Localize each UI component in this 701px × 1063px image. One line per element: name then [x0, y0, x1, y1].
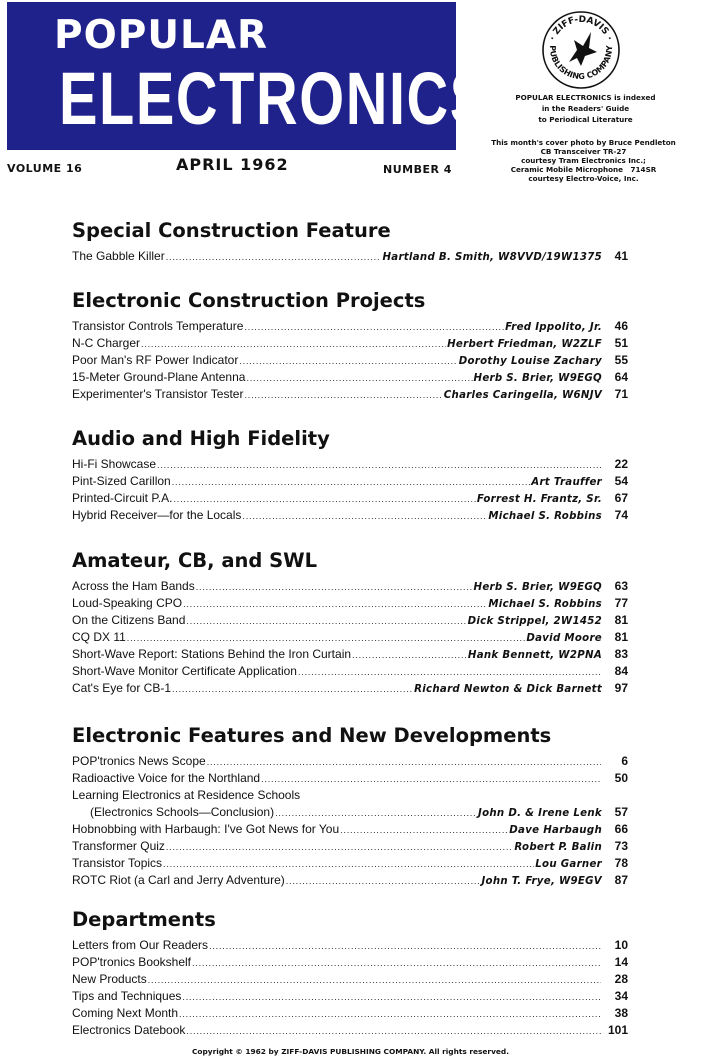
entry-title: POP'tronics Bookshelf — [72, 955, 192, 969]
toc-entry[interactable] — [72, 369, 628, 386]
entry-title: The Gabble Killer — [72, 249, 165, 263]
dot-leader — [192, 955, 601, 972]
section-heading: Audio and High Fidelity — [72, 427, 330, 450]
entry-list — [72, 456, 628, 524]
entry-page-number: 66 — [614, 822, 628, 836]
toc-section — [72, 724, 628, 889]
seal-bottom-text: PUBLISHING COMPANY — [547, 45, 615, 82]
cover-credit-line: Ceramic Mobile Microphone 714SR — [510, 165, 657, 174]
toc-entry[interactable] — [72, 318, 628, 335]
dot-leader — [166, 249, 382, 266]
section-heading: Amateur, CB, and SWL — [72, 549, 318, 572]
entry-title: Hi-Fi Showcase — [72, 457, 157, 471]
dot-leader — [244, 387, 442, 404]
entry-page-number: 84 — [614, 664, 628, 678]
section-heading: Electronic Features and New Developments — [72, 724, 552, 747]
toc-entry[interactable] — [72, 855, 628, 872]
dot-leader — [163, 856, 534, 873]
entry-page-number: 74 — [614, 508, 628, 522]
toc-entry[interactable] — [72, 1005, 628, 1022]
entry-title: New Products — [72, 972, 147, 986]
dot-leader — [352, 647, 467, 664]
dot-leader — [239, 353, 457, 370]
toc-entry[interactable] — [72, 838, 628, 855]
entry-title: Tips and Techniques — [72, 989, 182, 1003]
entry-title: Across the Ham Bands — [72, 579, 195, 593]
entry-page-number: 71 — [614, 387, 628, 401]
entry-title: (Electronics Schools—Conclusion) — [90, 805, 275, 819]
toc-entry[interactable] — [72, 335, 628, 352]
toc-entry[interactable] — [72, 646, 628, 663]
toc-entry[interactable] — [72, 578, 628, 595]
toc-section — [72, 427, 628, 524]
dot-leader — [173, 491, 475, 508]
entry-author: Dorothy Louise Zachary — [458, 356, 602, 367]
entry-author: Art Trauffer — [531, 477, 602, 488]
entry-page-number: 101 — [607, 1023, 628, 1037]
indexed-notice — [470, 92, 701, 125]
entry-page-number: 97 — [614, 681, 628, 695]
toc-entry[interactable] — [72, 680, 628, 697]
dot-leader — [207, 754, 601, 771]
cover-credit-line: courtesy Tram Electronics Inc.; — [521, 156, 646, 165]
ziff-davis-seal-icon — [541, 10, 621, 90]
entry-page-number: 10 — [614, 938, 628, 952]
dot-leader — [157, 457, 601, 474]
toc-entry[interactable] — [72, 456, 628, 473]
magazine-title-popular: POPULAR — [54, 13, 269, 58]
dot-leader — [242, 508, 487, 525]
issue-volume: VOLUME 16 — [7, 162, 83, 175]
entry-title: Hobnobbing with Harbaugh: I've Got News for You — [72, 822, 340, 836]
entry-title: POP'tronics News Scope — [72, 754, 206, 768]
entry-page-number: 63 — [614, 579, 628, 593]
entry-page-number: 77 — [614, 596, 628, 610]
dot-leader — [183, 596, 487, 613]
entry-title: Letters from Our Readers — [72, 938, 209, 952]
entry-page-number: 28 — [614, 972, 628, 986]
dot-leader — [179, 1006, 601, 1023]
toc-entry[interactable] — [72, 507, 628, 524]
toc-entry[interactable] — [72, 1022, 628, 1039]
entry-title: Loud-Speaking CPO — [72, 596, 183, 610]
entry-author: Hartland B. Smith, W8VVD/19W1375 — [382, 252, 602, 263]
entry-page-number: 57 — [614, 805, 628, 819]
toc-entry[interactable] — [72, 971, 628, 988]
entry-list — [72, 248, 628, 265]
entry-page-number: 81 — [614, 613, 628, 627]
dot-leader — [286, 873, 481, 890]
entry-page-number: 50 — [614, 771, 628, 785]
entry-title: N-C Charger — [72, 336, 141, 350]
entry-page-number: 14 — [614, 955, 628, 969]
dot-leader — [148, 972, 601, 989]
entry-page-number: 67 — [614, 491, 628, 505]
toc-entry[interactable] — [72, 248, 628, 265]
entry-author: Dave Harbaugh — [509, 825, 602, 836]
dot-leader — [172, 681, 413, 698]
cover-credit-line: CB Transceiver TR-27 — [540, 147, 627, 156]
toc-entry[interactable] — [72, 872, 628, 889]
entry-title: 15-Meter Ground-Plane Antenna — [72, 370, 246, 384]
dot-leader — [166, 839, 513, 856]
dot-leader — [141, 336, 446, 353]
entry-page-number: 46 — [614, 319, 628, 333]
entry-page-number: 64 — [614, 370, 628, 384]
entry-author: Herbert Friedman, W2ZLF — [447, 339, 602, 350]
entry-title: Short-Wave Report: Stations Behind the Iron Curtain — [72, 647, 352, 661]
entry-page-number: 6 — [621, 754, 628, 768]
toc-entry[interactable] — [72, 386, 628, 403]
issue-date: APRIL 1962 — [176, 155, 289, 174]
cover-credit-line: courtesy Electro-Voice, Inc. — [528, 174, 639, 183]
section-heading: Departments — [72, 908, 216, 931]
entry-page-number: 78 — [614, 856, 628, 870]
toc-entry[interactable] — [72, 954, 628, 971]
dot-leader — [196, 579, 473, 596]
dot-leader — [209, 938, 601, 955]
entry-list — [72, 937, 628, 1039]
entry-page-number: 51 — [614, 336, 628, 350]
toc-entry[interactable] — [72, 595, 628, 612]
dot-leader — [186, 1023, 601, 1040]
seal-top-text: · ZIFF-DAVIS · — [547, 14, 615, 43]
entry-title: Printed-Circuit P.A. — [72, 491, 173, 505]
magazine-title-electronics: ELECTRONICS — [59, 57, 490, 140]
entry-author: Michael S. Robbins — [488, 599, 602, 610]
section-heading: Electronic Construction Projects — [72, 289, 426, 312]
cover-credit — [466, 138, 701, 183]
indexed-line: to Periodical Literature — [538, 115, 633, 124]
toc-entry[interactable] — [72, 612, 628, 629]
toc-section — [72, 908, 628, 1039]
toc-entry[interactable] — [72, 753, 628, 770]
entry-title: Transistor Topics — [72, 856, 163, 870]
entry-author: Charles Caringella, W6NJV — [443, 390, 602, 401]
entry-author: Fred Ippolito, Jr. — [505, 322, 602, 333]
dot-leader — [261, 771, 601, 788]
entry-author: David Moore — [526, 633, 602, 644]
toc-entry[interactable] — [72, 663, 628, 680]
entry-author: Michael S. Robbins — [488, 511, 602, 522]
entry-page-number: 55 — [614, 353, 628, 367]
toc-entry[interactable] — [72, 804, 628, 821]
dot-leader — [186, 613, 466, 630]
entry-page-number: 38 — [614, 1006, 628, 1020]
entry-page-number: 81 — [614, 630, 628, 644]
masthead-banner — [7, 2, 490, 150]
entry-author: Richard Newton & Dick Barnett — [414, 684, 602, 695]
entry-page-number: 34 — [614, 989, 628, 1003]
dot-leader — [298, 664, 601, 681]
dot-leader — [275, 805, 477, 822]
entry-author: Robert P. Balin — [514, 842, 602, 853]
entry-title: Experimenter's Transistor Tester — [72, 387, 244, 401]
toc-entry[interactable] — [72, 770, 628, 787]
entry-page-number: 83 — [614, 647, 628, 661]
indexed-line: in the Readers' Guide — [541, 104, 630, 113]
entry-title: Short-Wave Monitor Certificate Application — [72, 664, 297, 678]
entry-title: Hybrid Receiver—for the Locals — [72, 508, 242, 522]
entry-page-number: 87 — [614, 873, 628, 887]
entry-page-number: 22 — [614, 457, 628, 471]
entry-title: Coming Next Month — [72, 1006, 179, 1020]
entry-author: Dick Strippel, 2W1452 — [467, 616, 602, 627]
toc-section — [72, 549, 628, 697]
entry-author: John T. Frye, W9EGV — [481, 876, 602, 887]
toc-entry[interactable] — [72, 473, 628, 490]
section-heading: Special Construction Feature — [72, 219, 391, 242]
toc-entry[interactable] — [72, 352, 628, 369]
entry-list — [72, 318, 628, 403]
dot-leader — [172, 474, 531, 491]
entry-author: Hank Bennett, W2PNA — [467, 650, 602, 661]
entry-title: On the Citizens Band — [72, 613, 186, 627]
toc-entry[interactable] — [72, 787, 628, 804]
entry-title: Radioactive Voice for the Northland — [72, 771, 261, 785]
indexed-line: POPULAR ELECTRONICS is indexed — [515, 93, 656, 102]
entry-title: Pint-Sized Carillon — [72, 474, 171, 488]
entry-title: Poor Man's RF Power Indicator — [72, 353, 239, 367]
entry-title: Electronics Datebook — [72, 1023, 186, 1037]
toc-section — [72, 219, 628, 265]
entry-author: Forrest H. Frantz, Sr. — [476, 494, 602, 505]
toc-entry[interactable] — [72, 821, 628, 838]
toc-entry[interactable] — [72, 490, 628, 507]
entry-author: John D. & Irene Lenk — [477, 808, 602, 819]
entry-page-number: 54 — [614, 474, 628, 488]
dot-leader — [127, 630, 526, 647]
entry-list — [72, 753, 628, 889]
dot-leader — [340, 822, 508, 839]
toc-section — [72, 289, 628, 403]
dot-leader — [246, 370, 472, 387]
entry-author: Herb S. Brier, W9EGQ — [473, 373, 602, 384]
toc-entry[interactable] — [72, 937, 628, 954]
entry-page-number: 41 — [614, 249, 628, 263]
entry-title: Cat's Eye for CB-1 — [72, 681, 171, 695]
toc-entry[interactable] — [72, 629, 628, 646]
toc-entry[interactable] — [72, 988, 628, 1005]
entry-author: Lou Garner — [535, 859, 602, 870]
entry-title: Transformer Quiz — [72, 839, 165, 853]
copyright-notice: Copyright © 1962 by ZIFF-DAVIS PUBLISHING COMPANY. All rights reserved. — [191, 1047, 510, 1056]
cover-credit-line: This month's cover photo by Bruce Pendleton — [491, 138, 676, 147]
entry-title: Learning Electronics at Residence Schools — [72, 788, 301, 802]
entry-title: ROTC Riot (a Carl and Jerry Adventure) — [72, 873, 285, 887]
dot-leader — [182, 989, 601, 1006]
issue-number: NUMBER 4 — [383, 163, 452, 176]
entry-title: CQ DX 11 — [72, 630, 126, 644]
entry-page-number: 73 — [614, 839, 628, 853]
entry-title: Transistor Controls Temperature — [72, 319, 244, 333]
entry-list — [72, 578, 628, 697]
entry-author: Herb S. Brier, W9EGQ — [473, 582, 602, 593]
dot-leader — [244, 319, 504, 336]
